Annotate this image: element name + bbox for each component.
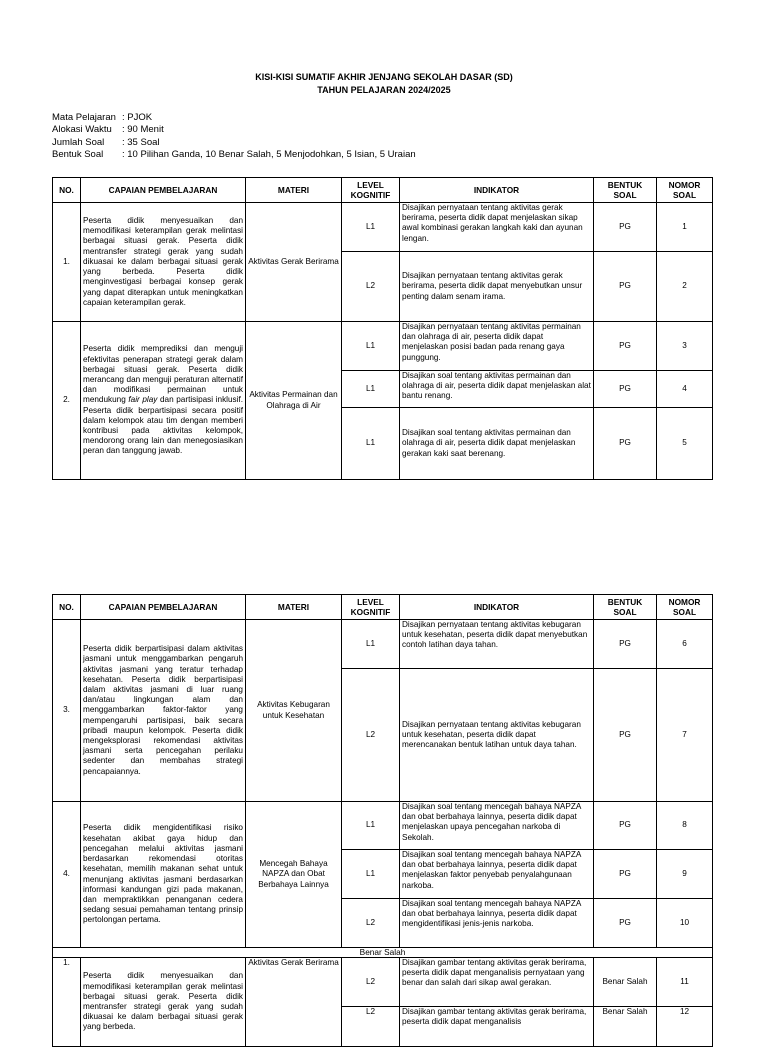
nomor-soal: 6: [657, 620, 713, 669]
header-bentuk: [594, 178, 657, 203]
table-row: [53, 322, 713, 371]
nomor-soal: 5: [657, 408, 713, 480]
bentuk-soal: Benar Salah: [594, 958, 657, 1007]
table-header-row: [53, 178, 713, 203]
bentuk-soal: PG: [594, 669, 657, 802]
indikator: Disajikan pernyataan tentang aktivitas permainan dan olahraga di air, peserta didik dapat menjelaskan posisi badan pada renang gaya punggung.: [400, 322, 594, 371]
kisi-table-2: [52, 594, 713, 1047]
table-row: [53, 203, 713, 252]
header-bentuk-line1: BENTUK: [607, 180, 643, 190]
indikator: Disajikan gambar tentang aktivitas gerak berirama, peserta didik dapat menganalisis pernyataan yang benar dan salah dari sikap awal gerakan.: [400, 958, 594, 1007]
section-row: [53, 948, 713, 958]
doc-meta: [52, 112, 416, 161]
meta-bentuk-value: : 10 Pilihan Ganda, 10 Benar Salah, 5 Menjodohkan, 5 Isian, 5 Uraian: [122, 148, 416, 160]
doc-title-line2: TAHUN PELAJARAN 2024/2025: [317, 85, 451, 95]
meta-mapel: [52, 112, 416, 124]
cp-text: dan partisipasi inklusif. Peserta didik berpartisipasi secara positif dalam kelompok atau tim dengan memberi kontribusi pada aktivitas kelompok, mendorong orang lain dan menegosiasikan peran dan tanggung jawab.: [83, 395, 243, 456]
nomor-soal: 10: [657, 899, 713, 948]
meta-jumlah: [52, 137, 416, 149]
nomor-soal: 8: [657, 802, 713, 850]
meta-waktu: [52, 124, 416, 136]
indikator: Disajikan soal tentang mencegah bahaya NAPZA dan obat berbahaya lainnya, peserta didik dapat menjelaskan upaya pencegahan narkoba di Sekolah.: [400, 802, 594, 850]
nomor-soal: 2: [657, 252, 713, 322]
header-no: NO.: [53, 595, 81, 620]
indikator: Disajikan gambar tentang aktivitas gerak berirama, peserta didik dapat menganalisis: [400, 1007, 594, 1047]
header-nomor-line2: SOAL: [672, 607, 697, 617]
indikator: Disajikan soal tentang aktivitas permainan dan olahraga di air, peserta didik dapat menjelaskan alat bantu renang.: [400, 371, 594, 408]
header-indikator: INDIKATOR: [400, 595, 594, 620]
header-nomor: [657, 595, 713, 620]
header-level-line2: KOGNITIF: [350, 607, 391, 617]
level-kognitif: L2: [342, 252, 400, 322]
bentuk-soal: Benar Salah: [594, 1007, 657, 1047]
materi: Aktivitas Gerak Berirama: [246, 203, 342, 322]
doc-title-line1: KISI-KISI SUMATIF AKHIR JENJANG SEKOLAH DASAR (SD): [255, 72, 513, 82]
row-no: 3.: [53, 620, 81, 802]
nomor-soal: 3: [657, 322, 713, 371]
table-header-row: [53, 595, 713, 620]
level-kognitif: L1: [342, 620, 400, 669]
header-level: [342, 178, 400, 203]
header-materi: MATERI: [246, 178, 342, 203]
capaian-pembelajaran: Peserta didik menyesuaikan dan memodifikasi keterampilan gerak melintasi berbagai situasi gerak. Peserta didik mentransfer strategi gerak yang sudah dikuasai ke dalam berbagai situasi gerak yang berbeda. Peserta didik menginvestigasi berbagai konsep gerak yang dapat diterapkan untuk meningkatkan capaian keterampilan gerak.: [81, 203, 246, 322]
nomor-soal: 1: [657, 203, 713, 252]
table-row: [53, 958, 713, 1007]
header-cp: CAPAIAN PEMBELAJARAN: [81, 178, 246, 203]
level-kognitif: L1: [342, 371, 400, 408]
header-level-line2: KOGNITIF: [350, 190, 391, 200]
kisi-table-1: [52, 177, 713, 480]
nomor-soal: 11: [657, 958, 713, 1007]
cp-italic-text: fair play: [128, 395, 158, 405]
header-nomor-line1: NOMOR: [668, 597, 701, 607]
row-no: 1.: [53, 958, 81, 1047]
indikator: Disajikan pernyataan tentang aktivitas gerak berirama, peserta didik dapat menjelaskan sikap awal kombinasi gerakan langkah kaki dan ayunan lengan.: [400, 203, 594, 252]
materi: Mencegah Bahaya NAPZA dan Obat Berbahaya Lainnya: [246, 802, 342, 948]
indikator: Disajikan soal tentang aktivitas permainan dan olahraga di air, peserta didik dapat menjelaskan gerakan kaki saat berenang.: [400, 408, 594, 480]
row-no: 1.: [53, 203, 81, 322]
indikator: Disajikan pernyataan tentang aktivitas kebugaran untuk kesehatan, peserta didik dapat menyebutkan contoh latihan daya tahan.: [400, 620, 594, 669]
row-no: 2.: [53, 322, 81, 480]
level-kognitif: L2: [342, 1007, 400, 1047]
indikator: Disajikan pernyataan tentang aktivitas kebugaran untuk kesehatan, peserta didik dapat merencanakan bentuk latihan untuk daya tahan.: [400, 669, 594, 802]
level-kognitif: L1: [342, 322, 400, 371]
bentuk-soal: PG: [594, 850, 657, 899]
bentuk-soal: PG: [594, 899, 657, 948]
meta-bentuk: [52, 149, 416, 161]
indikator: Disajikan soal tentang mencegah bahaya NAPZA dan obat berbahaya lainnya, peserta didik dapat mengidentifikasi jenis-jenis narkoba.: [400, 899, 594, 948]
materi: Aktivitas Gerak Berirama: [246, 958, 342, 1047]
level-kognitif: L1: [342, 203, 400, 252]
meta-waktu-value: : 90 Menit: [122, 124, 164, 136]
header-no: NO.: [53, 178, 81, 203]
header-bentuk-line2: SOAL: [613, 190, 637, 200]
level-kognitif: L1: [342, 408, 400, 480]
level-kognitif: L1: [342, 802, 400, 850]
meta-mapel-value: : PJOK: [122, 112, 153, 123]
header-level-line1: LEVEL: [357, 180, 384, 190]
header-bentuk: [594, 595, 657, 620]
header-bentuk-line1: BENTUK: [607, 597, 643, 607]
level-kognitif: L2: [342, 958, 400, 1007]
section-benar-salah: Benar Salah: [53, 948, 713, 958]
nomor-soal: 9: [657, 850, 713, 899]
materi: Aktivitas Kebugaran untuk Kesehatan: [246, 620, 342, 802]
header-nomor-line2: SOAL: [672, 190, 697, 200]
table-row: [53, 620, 713, 669]
bentuk-soal: PG: [594, 408, 657, 480]
header-cp: CAPAIAN PEMBELAJARAN: [81, 595, 246, 620]
header-nomor-line1: NOMOR: [668, 180, 701, 190]
header-indikator: INDIKATOR: [400, 178, 594, 203]
capaian-pembelajaran: Peserta didik berpartisipasi dalam aktivitas jasmani untuk menggambarkan pengaruh aktivitas jasmani yang teratur terhadap kesehatan. Peserta didik berpartisipasi dalam aktivitas jasmani di luar ruang dan/atau lingkungan alam dan menggambarkan faktor-faktor yang mempengaruhi partisipasi, baik secara pribadi maupun kelompok. Peserta didik mengeksplorasi rekomendasi aktivitas jasmani serta pencegahan perilaku sedenter dan membahas strategi pencapaiannya.: [81, 620, 246, 802]
capaian-pembelajaran: [81, 322, 246, 480]
indikator: Disajikan soal tentang mencegah bahaya NAPZA dan obat berbahaya lainnya, peserta didik dapat menjelaskan faktor penyebab penyalahgunaan narkoba.: [400, 850, 594, 899]
header-level: [342, 595, 400, 620]
meta-waktu-label: Alokasi Waktu: [52, 124, 112, 136]
nomor-soal: 4: [657, 371, 713, 408]
cp-text: Peserta didik memprediksi dan menguji efektivitas penerapan strategi gerak dalam berbagai situasi gerak. Peserta didik merancang dan menguji peraturan alternatif dan modifikasi permainan untuk mendukung: [83, 344, 243, 405]
bentuk-soal: PG: [594, 322, 657, 371]
header-materi: MATERI: [246, 595, 342, 620]
meta-jumlah-value: : 35 Soal: [122, 136, 160, 148]
nomor-soal: 12: [657, 1007, 713, 1047]
bentuk-soal: PG: [594, 371, 657, 408]
bentuk-soal: PG: [594, 802, 657, 850]
capaian-pembelajaran: Peserta didik menyesuaikan dan memodifikasi keterampilan gerak melintasi berbagai situasi gerak. Peserta didik mentransfer strategi gerak yang sudah dikuasai ke dalam berbagai situasi gerak yang berbeda.: [81, 958, 246, 1047]
materi: Aktivitas Permainan dan Olahraga di Air: [246, 322, 342, 480]
level-kognitif: L2: [342, 899, 400, 948]
level-kognitif: L2: [342, 669, 400, 802]
header-level-line1: LEVEL: [357, 597, 384, 607]
bentuk-soal: PG: [594, 252, 657, 322]
bentuk-soal: PG: [594, 203, 657, 252]
meta-jumlah-label: Jumlah Soal: [52, 136, 105, 148]
capaian-pembelajaran: Peserta didik mengidentifikasi risiko kesehatan akibat gaya hidup dan pencegahan melalui aktivitas jasmani berdasarkan rekomendasi otoritas kesehatan, memilih makanan sehat untuk menunjang aktivitas jasmani berdasarkan informasi kandungan gizi pada makanan, dan mempraktikkan penanganan cedera sedang sesuai pemahaman tentang prinsip pertolongan pertama.: [81, 802, 246, 948]
table-row: [53, 802, 713, 850]
nomor-soal: 7: [657, 669, 713, 802]
bentuk-soal: PG: [594, 620, 657, 669]
header-bentuk-line2: SOAL: [613, 607, 637, 617]
indikator: Disajikan pernyataan tentang aktivitas gerak berirama, peserta didik dapat menyebutkan unsur penting dalam senam irama.: [400, 252, 594, 322]
header-nomor: [657, 178, 713, 203]
meta-bentuk-label: Bentuk Soal: [52, 148, 104, 160]
level-kognitif: L1: [342, 850, 400, 899]
row-no: 4.: [53, 802, 81, 948]
meta-mapel-label: Mata Pelajaran: [52, 112, 116, 123]
